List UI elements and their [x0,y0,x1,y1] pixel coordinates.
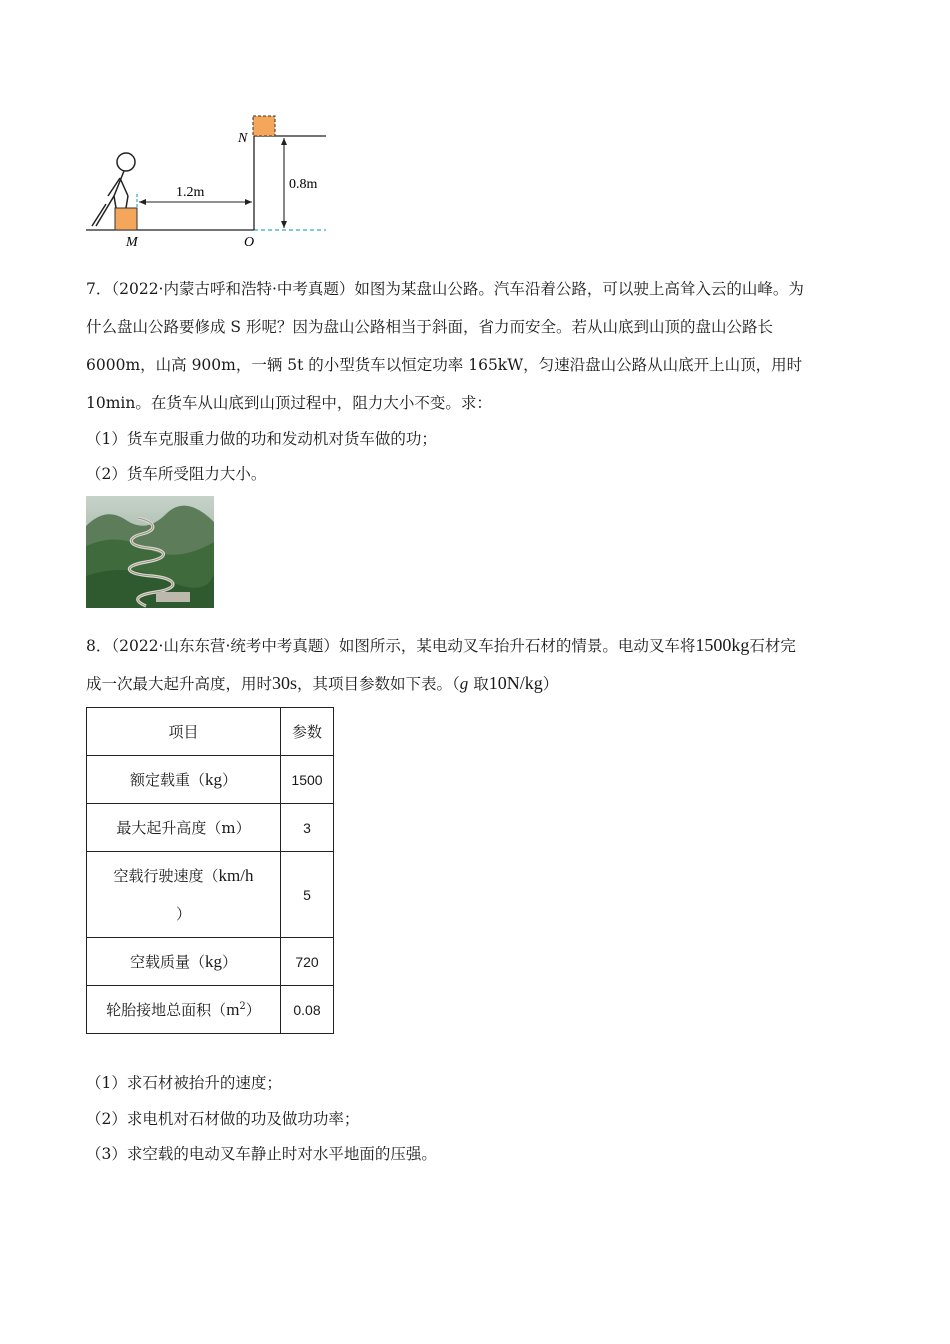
q8-line-2-text-a: 成一次最大起升高度，用时 [86,675,273,693]
point-o-label: O [244,235,255,250]
table-header-row [87,708,334,756]
header-item: 项目 [87,708,281,756]
row-label: 最大起升高度（m） [87,804,281,852]
q8-line-2 [86,673,558,694]
row-label: 轮胎接地总面积$(m^2)$ [87,986,281,1034]
row-value: 5 [281,852,334,938]
table-row [87,938,334,986]
point-n-label: N [238,131,248,146]
horizontal-distance-label: 1.2m [176,185,205,200]
row-value: 720 [281,938,334,986]
q8-line-2-text-b: ，其项目参数如下表。（ [297,675,460,693]
vertical-distance-label: 0.8m [289,177,318,192]
q8-line-1-text-b: 石材完 [749,637,796,655]
q8-sub-3: （3）求空载的电动叉车静止时对水平地面的压强。 [86,1145,437,1163]
lifting-diagram [86,108,336,258]
row-label: 空载质量（kg） [87,938,281,986]
row-value: 0.08 [281,986,334,1034]
q8-line-1-text-a: 8．（2022·山东东营·统考中考真题）如图所示，某电动叉车抬升石材的情景。电动叉车将 [86,637,696,655]
table-row [87,852,334,938]
q8-stone-mass: 1500kg [695,635,750,655]
q8-line-2-text-d: ） [542,675,559,693]
q8-time: 30s [272,673,298,693]
q7-line-3: 6000m，山高 900m，一辆 5t 的小型货车以恒定功率 165kW，匀速沿盘山公路从山底开上山顶，用时 [86,356,803,374]
row-value: 1500 [281,756,334,804]
q7-line-2: 什么盘山公路要修成 S 形呢？因为盘山公路相当于斜面，省力而安全。若从山底到山顶的盘山公路长 [86,318,773,336]
row-label: 空载行驶速度（km/h ） [87,852,281,938]
row-value: 3 [281,804,334,852]
q8-g-value: 10N/kg [488,673,543,693]
q7-line-4: 10min。在货车从山底到山顶过程中，阻力大小不变。求： [86,394,492,412]
forklift-spec-table [86,707,334,1034]
table-row [87,756,334,804]
q7-sub-1: （1）货车克服重力做的功和发动机对货车做的功； [86,430,437,448]
table-row [87,986,334,1034]
q8-line-2-text-c: 取 [468,675,489,693]
q8-line-1 [86,635,796,656]
header-param: 参数 [281,708,334,756]
q8-g-symbol: g [459,674,469,693]
q7-line-1: 7．（2022·内蒙古呼和浩特·中考真题）如图为某盘山公路。汽车沿着公路，可以驶上高耸入云的山峰。为 [86,280,804,298]
table-row [87,804,334,852]
mountain-road-photo [86,496,214,608]
q7-sub-2: （2）货车所受阻力大小。 [86,465,267,483]
row-label: 额定载重（kg） [87,756,281,804]
q8-sub-1: （1）求石材被抬升的速度； [86,1074,282,1092]
point-m-label: M [126,235,138,250]
q8-sub-2: （2）求电机对石材做的功及做功功率； [86,1110,360,1128]
